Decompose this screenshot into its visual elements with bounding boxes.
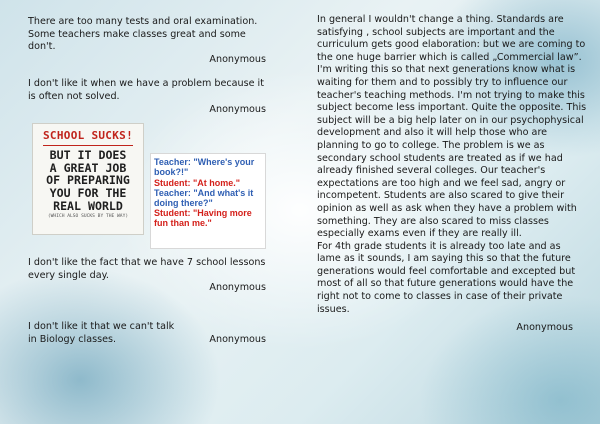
right-column [317,14,587,335]
signature: Anonymous [209,53,266,65]
joke-line: Teacher: "Where's your book?!" [154,157,255,178]
quote-block-3 [28,257,268,295]
quote-block-4 [28,321,268,346]
poster-line: A GREAT JOB [49,160,127,175]
teacher-student-joke [150,153,266,249]
school-sucks-poster [32,123,144,235]
poster-line: YOU FOR THE [49,185,127,200]
quote-text: I don't like it when we have a problem because it is often not solved. [28,78,264,102]
quote-block-1 [28,16,268,66]
quote-text: I don't like the fact that we have 7 school lessons every single day. [28,257,266,281]
joke-line: Student: "Having more fun than me." [154,208,252,229]
poster-line: REAL WORLD [53,198,123,213]
signature: Anonymous [209,333,266,345]
left-column [28,16,268,346]
signature: Anonymous [209,282,266,294]
quote-text: There are too many tests and oral examination. Some teachers make classes great and some don't. [28,16,258,53]
illustrations [28,123,268,257]
joke-line: Teacher: "And what's it doing there?" [154,187,254,208]
poster-headline: SCHOOL SUCKS! [43,129,133,143]
testimonial-paragraph: In general I wouldn't change a thing. Standards are satisfying , school subjects are important and the curriculum gets good elaboration: but we are coming to the one huge barrier which is called „Commercial law”. I'm writing this so that next generations know what is waiting for them and to possibly try to influence our teacher's teaching methods. I'm not trying to make this subject become less important. Quite the opposite. This subject will be a big help later on in our psychophysical development and also it will help those who are planning to go to college. The problem is we as secondary school students are treated as if we had already finished several colleges. Our teacher's expectations are too high and we feel sad, angry or incompetent. Students are also scared to give their opinion as well as ask when they have a problem with something. They are also scared to miss classes especially exams even if they are really ill. [317,14,587,240]
joke-line: Student: "At home." [154,177,241,188]
testimonial-paragraph: For 4th grade students it is already too late and as lame as it sounds, I am saying this so that the future generations would feel comfortable and excepted but most of all so that future generations would have the right not to come to classes in case of their private issues. [317,240,576,315]
poster-line: OF PREPARING [46,173,130,188]
signature: Anonymous [516,322,573,334]
signature: Anonymous [209,103,266,115]
poster-body [33,149,143,212]
quote-text: I don't like it that we can't talk in Biology classes. [28,320,175,345]
poster-footnote: (WHICH ALSO SUCKS BY THE WAY) [47,214,129,220]
poster-line: BUT IT DOES [49,148,127,163]
quote-block-2 [28,78,268,116]
